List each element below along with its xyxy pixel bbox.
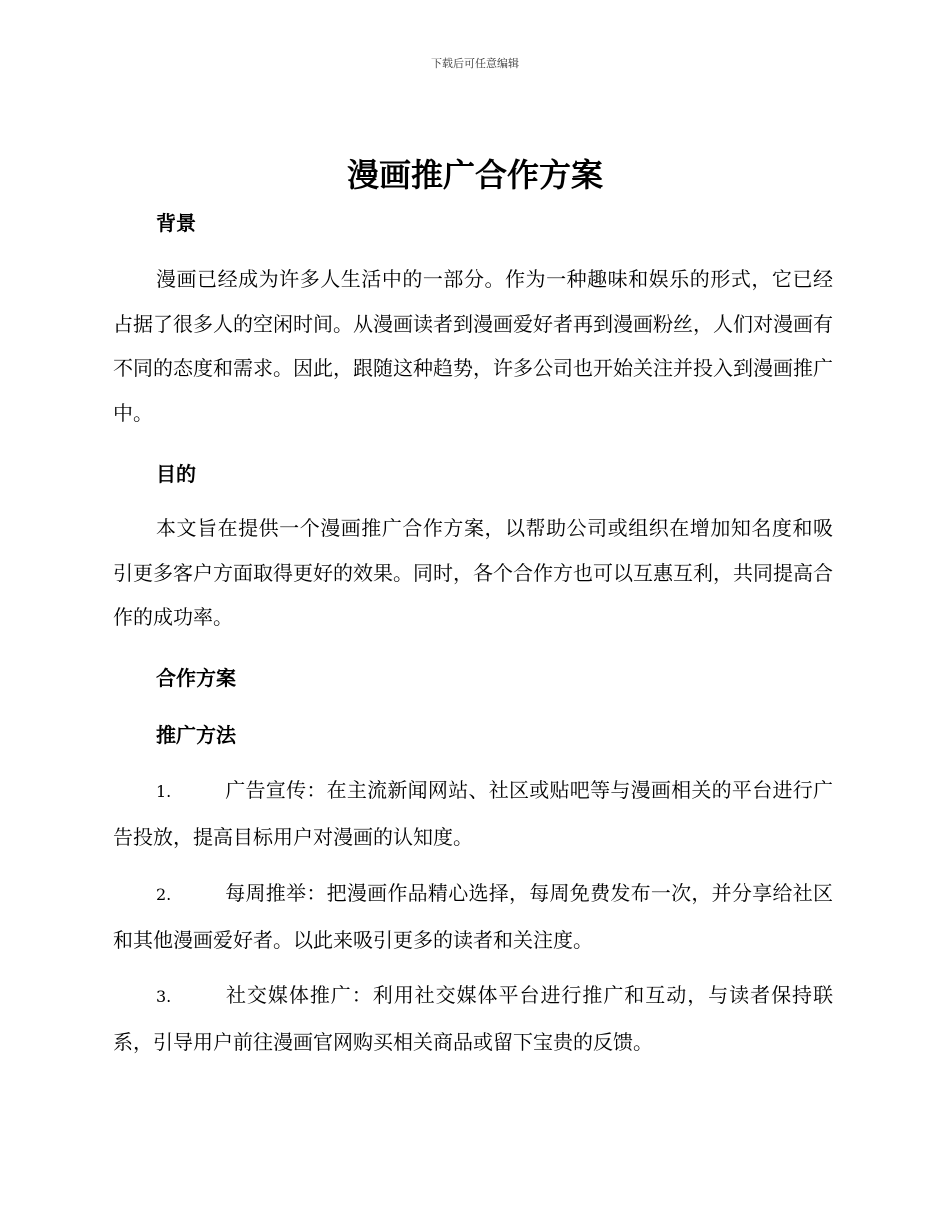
list-item-number: 3. <box>156 987 172 1006</box>
list-item <box>113 871 833 962</box>
section-heading-purpose: 目的 <box>156 462 196 486</box>
list-item <box>113 768 833 859</box>
method-list-item-2 <box>113 871 833 962</box>
document-title: 漫画推广合作方案 <box>346 156 603 194</box>
section-body-purpose <box>113 506 833 640</box>
list-item-number: 2. <box>156 885 172 904</box>
method-list-item-3 <box>113 973 833 1064</box>
method-list-item-1 <box>113 768 833 859</box>
section-heading-background: 背景 <box>156 211 196 235</box>
list-item-text: 社交媒体推广：利用社交媒体平台进行推广和互动，与读者保持联系，引导用户前往漫画官网购买相关商品或留下宝贵的反馈。 <box>113 983 833 1054</box>
list-item-number: 1. <box>156 782 172 801</box>
section-heading-methods: 推广方法 <box>156 723 236 747</box>
list-item-text: 广告宣传：在主流新闻网站、社区或贴吧等与漫画相关的平台进行广告投放，提高目标用户对漫画的认知度。 <box>113 778 833 849</box>
paragraph-purpose: 本文旨在提供一个漫画推广合作方案，以帮助公司或组织在增加知名度和吸引更多客户方面取得更好的效果。同时，各个合作方也可以互惠互利，共同提高合作的成功率。 <box>113 516 833 629</box>
paragraph-background: 漫画已经成为许多人生活中的一部分。作为一种趣味和娱乐的形式，它已经占据了很多人的空闲时间。从漫画读者到漫画爱好者再到漫画粉丝，人们对漫画有不同的态度和需求。因此，跟随这种趋势，许多公司也开始关注并投入到漫画推广中。 <box>113 267 833 425</box>
section-heading-plan: 合作方案 <box>156 666 236 690</box>
header-note: 下载后可任意编辑 <box>431 57 519 70</box>
list-item-text: 每周推举：把漫画作品精心选择，每周免费发布一次，并分享给社区和其他漫画爱好者。以此来吸引更多的读者和关注度。 <box>113 881 833 952</box>
list-item <box>113 973 833 1064</box>
section-body-background <box>113 257 833 435</box>
